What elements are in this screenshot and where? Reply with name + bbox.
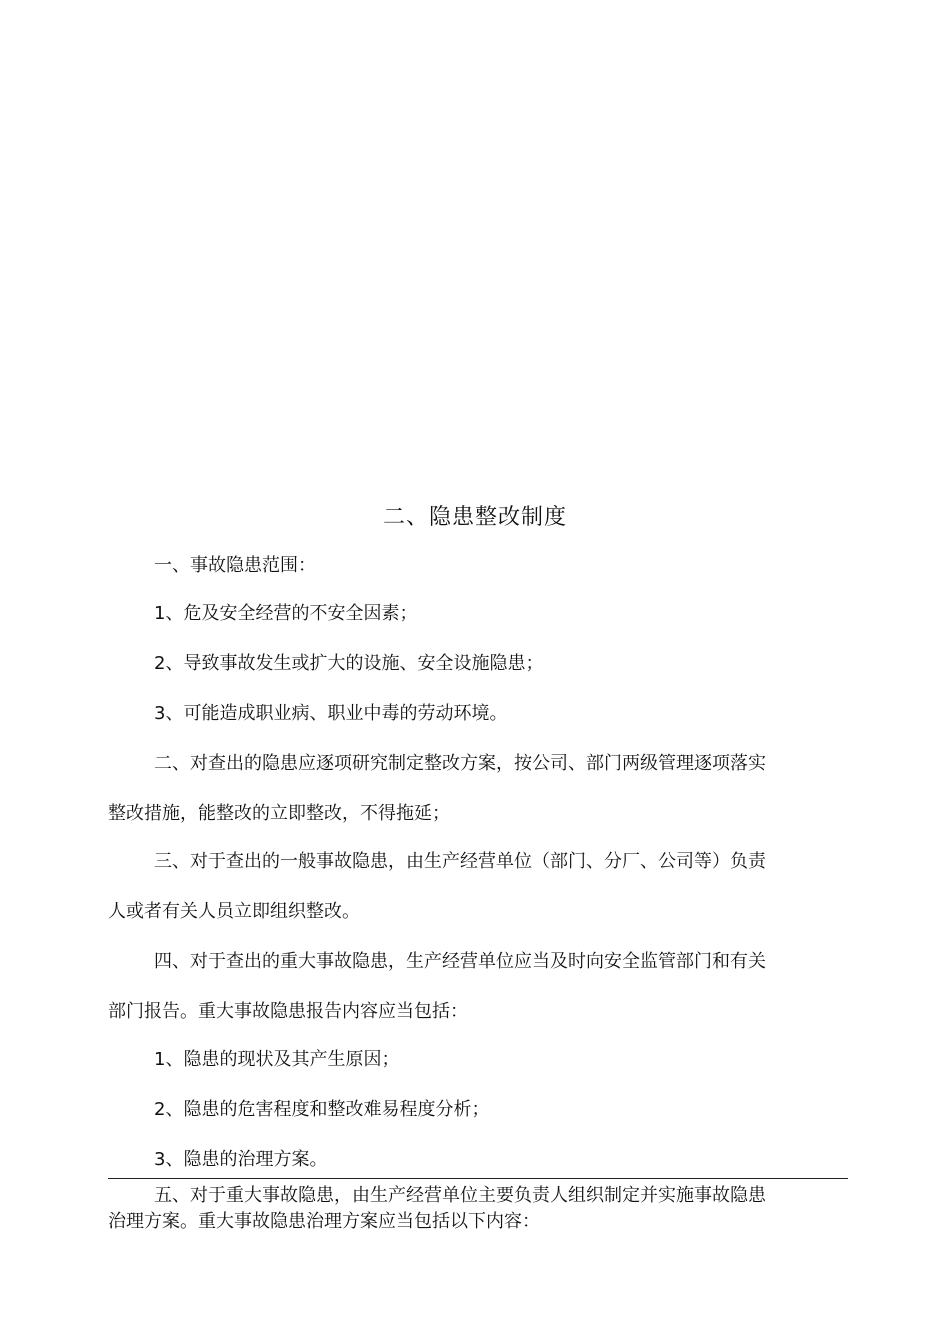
paragraph-line: 部门报告。重大事故隐患报告内容应当包括： (108, 1001, 468, 1022)
paragraph-line: 三、对于查出的一般事故隐患，由生产经营单位（部门、分厂、公司等）负责 (154, 851, 766, 872)
list-item: 3、可能造成职业病、职业中毒的劳动环境。 (154, 703, 508, 724)
list-item: 1、隐患的现状及其产生原因； (154, 1049, 400, 1070)
page-divider (108, 1178, 848, 1179)
list-item: 3、隐患的治理方案。 (154, 1149, 328, 1170)
list-item: 1、危及安全经营的不安全因素； (154, 603, 418, 624)
footer-paragraph-line: 治理方案。重大事故隐患治理方案应当包括以下内容： (108, 1211, 540, 1232)
section-heading: 一、事故隐患范围： (154, 555, 316, 576)
list-item: 2、导致事故发生或扩大的设施、安全设施隐患； (154, 653, 544, 674)
paragraph-line: 整改措施，能整改的立即整改，不得拖延； (108, 803, 450, 824)
page-title: 二、隐患整改制度 (382, 505, 567, 530)
paragraph-line: 四、对于查出的重大事故隐患，生产经营单位应当及时向安全监管部门和有关 (154, 951, 766, 972)
footer-paragraph-line: 五、对于重大事故隐患，由生产经营单位主要负责人组织制定并实施事故隐患 (154, 1185, 766, 1206)
paragraph-line: 二、对查出的隐患应逐项研究制定整改方案，按公司、部门两级管理逐项落实 (154, 753, 766, 774)
list-item: 2、隐患的危害程度和整改难易程度分析； (154, 1099, 490, 1120)
paragraph-line: 人或者有关人员立即组织整改。 (108, 901, 360, 922)
